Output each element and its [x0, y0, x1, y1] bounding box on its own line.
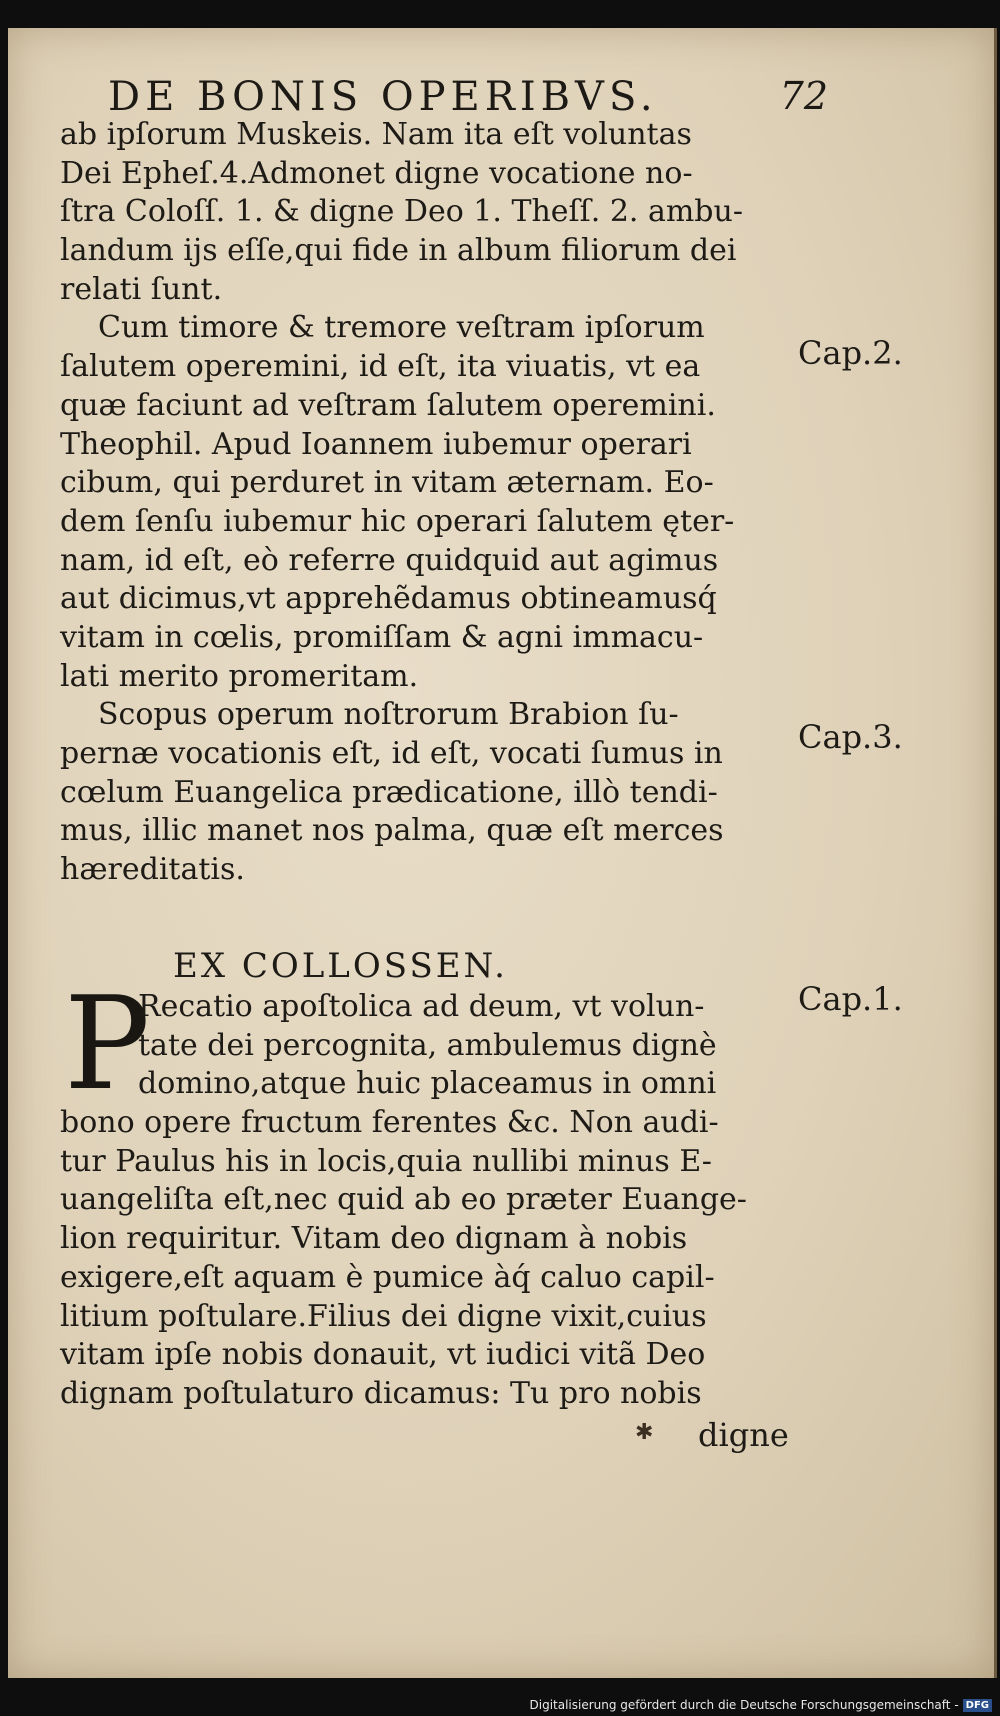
margin-note-cap1: Cap.1.: [798, 980, 903, 1018]
text-line: vitam ipſe nobis donauit, vt iudici vitã Deo: [60, 1337, 706, 1373]
text-line: pernæ vocationis eſt, id eſt, vocati ſumus in: [60, 736, 723, 771]
catchword: digne: [698, 1416, 789, 1454]
text-line: nam, id eſt, eò referre quidquid aut agimus: [60, 542, 719, 578]
text-line: mus, illic manet nos palma, quæ eſt merces: [60, 813, 724, 849]
text-line: litium poſtulare.Filius dei digne vixit,cuius: [60, 1298, 707, 1334]
text-line: hæreditatis.: [60, 852, 245, 888]
text-line: uangeliſta eſt,nec quid ab eo præter Euange-: [60, 1182, 747, 1218]
text-line: Cum timore & tremore veſtram ipſorum: [98, 310, 705, 346]
paragraph-3: [60, 696, 800, 889]
text-line: dem ſenſu iubemur hic operari ſalutem ęter-: [60, 503, 735, 539]
margin-note-cap3: Cap.3.: [798, 718, 903, 756]
text-line: vitam in cœlis, promiſſam & agni immacu-: [60, 619, 704, 655]
section-heading: EX COLLOSSEN.: [173, 946, 508, 986]
text-line: Theophil. Apud Ioannem iubemur operari: [60, 426, 692, 462]
signature-mark: ✱: [635, 1420, 654, 1445]
text-line: Recatio apoſtolica ad deum, vt volun-: [138, 989, 705, 1024]
text-line: tate dei percognita, ambulemus dignè: [138, 1027, 717, 1063]
text-line: ſtra Coloſſ. 1. & digne Deo 1. Theſſ. 2. ambu-: [60, 194, 743, 230]
text-line: cœlum Euangelica prædicatione, illò tendi-: [60, 774, 718, 810]
text-line: domino,atque huic placeamus in omni: [138, 1066, 717, 1102]
paragraph-1: [60, 116, 800, 309]
dfg-logo: DFG: [963, 1699, 992, 1712]
paragraph-4: [60, 970, 800, 1414]
text-line: cibum, qui perduret in vitam æternam. Eo-: [60, 465, 714, 501]
text-line: lati merito promeritam.: [60, 658, 419, 694]
credit-text: Digitalisierung gefördert durch die Deutsche Forschungsgemeinschaft -: [529, 1698, 959, 1712]
text-line: landum ijs eſſe,qui fide in album filiorum dei: [60, 233, 737, 269]
running-title: DE BONIS OPERIBVS.: [108, 74, 658, 120]
text-line: dignam poſtulaturo dicamus: Tu pro nobis: [60, 1375, 702, 1411]
text-line: bono opere fructum ferentes &c. Non audi-: [60, 1105, 719, 1141]
digitization-credit: [530, 1698, 993, 1712]
main-text: [60, 116, 800, 890]
text-line: Dei Epheſ.4.Admonet digne vocatione no-: [60, 155, 693, 191]
text-line: ſalutem operemini, id eſt, ita viuatis, vt ea: [60, 349, 701, 385]
book-page: [8, 28, 997, 1678]
text-line: quæ faciunt ad veſtram ſalutem operemini.: [60, 387, 716, 423]
drop-cap: P: [64, 970, 151, 1119]
text-line: lion requiritur. Vitam deo dignam à nobis: [60, 1221, 688, 1257]
paragraph-2: [60, 309, 800, 696]
page-number: 72: [779, 74, 828, 118]
text-line: Scopus operum noſtrorum Brabion ſu-: [98, 697, 679, 733]
text-line: ab ipſorum Muskeis. Nam ita eſt voluntas: [60, 117, 692, 152]
text-line: tur Paulus his in locis,quia nullibi minus E-: [60, 1143, 712, 1179]
text-line: aut dicimus,vt apprehẽdamus obtineamusq́: [60, 581, 717, 617]
text-line: exigere,eſt aquam è pumice àq́ caluo capil-: [60, 1259, 715, 1295]
text-line: relati ſunt.: [60, 271, 223, 307]
margin-note-cap2: Cap.2.: [798, 334, 903, 372]
